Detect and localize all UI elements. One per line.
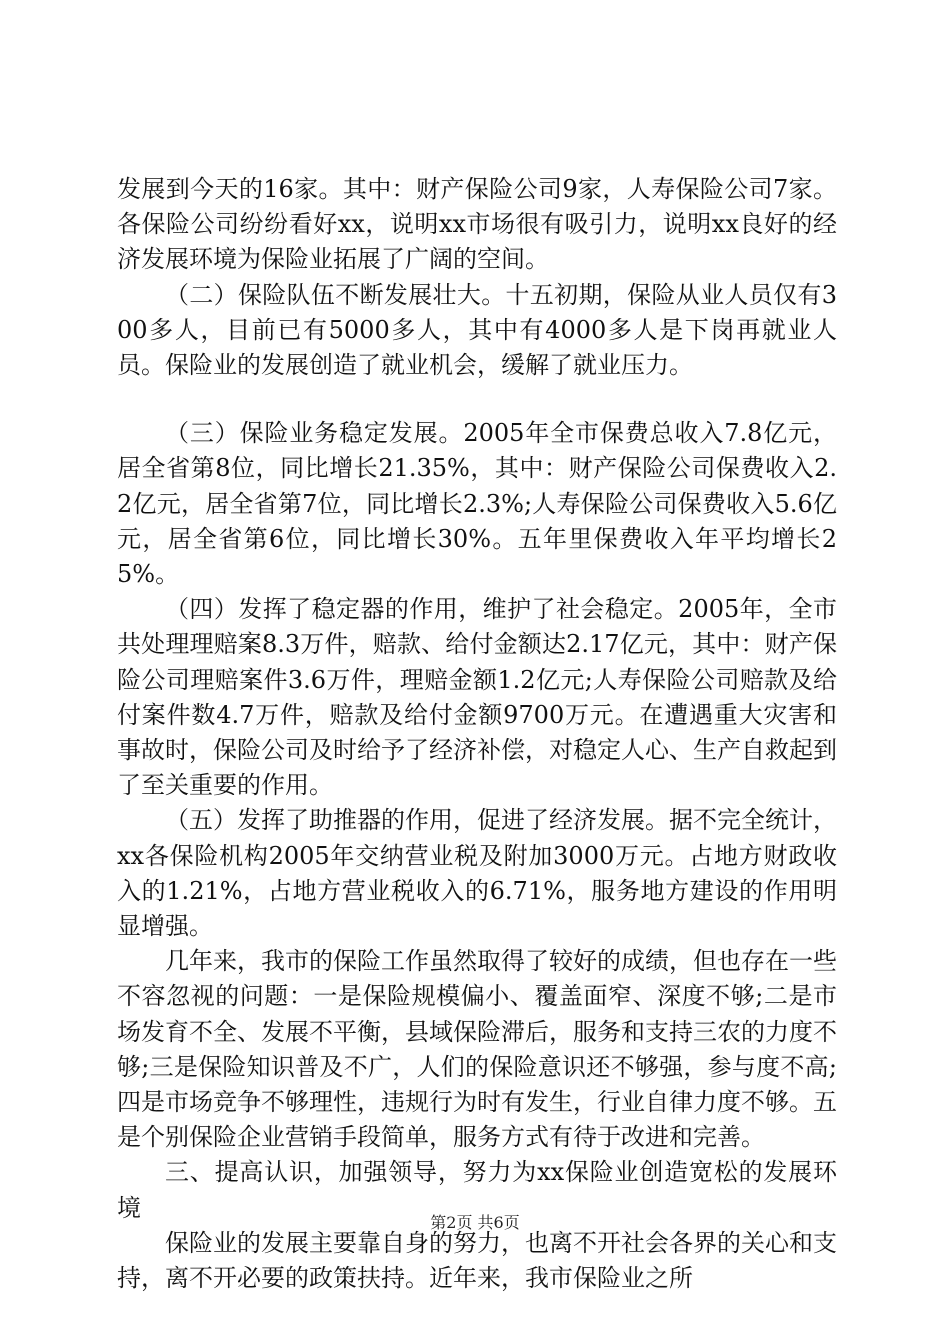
page-number-footer: 第2页 共6页 <box>430 1213 520 1232</box>
paragraph-section-3: （三）保险业务稳定发展。2005年全市保费总收入7.8亿元，居全省第8位，同比增长21.35%，其中：财产保险公司保费收入2.2亿元，居全省第7位，同比增长2.3%;人寿保险公司保费收入5.6亿元，居全省第6位，同比增长30%。五年里保费收入年平均增长25%。 <box>117 419 837 589</box>
section-heading-3: 三、提高认识，加强领导，努力为xx保险业创造宽松的发展环境 <box>117 1158 837 1222</box>
document-body <box>117 172 837 1296</box>
paragraph-section-5: （五）发挥了助推器的作用，促进了经济发展。据不完全统计，xx各保险机构2005年交纳营业税及附加3000万元。占地方财政收入的1.21%，占地方营业税收入的6.71%，服务地方建设的作用明显增强。 <box>117 806 837 941</box>
paragraph-continuation: 发展到今天的16家。其中：财产保险公司9家，人寿保险公司7家。各保险公司纷纷看好xx，说明xx市场很有吸引力，说明xx良好的经济发展环境为保险业拓展了广阔的空间。 <box>117 175 837 274</box>
paragraph-section-2: （二）保险队伍不断发展壮大。十五初期，保险从业人员仅有300多人，目前已有5000多人，其中有4000多人是下岗再就业人员。保险业的发展创造了就业机会，缓解了就业压力。 <box>117 280 837 380</box>
paragraph-section-4: （四）发挥了稳定器的作用，维护了社会稳定。2005年，全市共处理理赔案8.3万件，赔款、给付金额达2.17亿元，其中：财产保险公司理赔案件3.6万件，理赔金额1.2亿元;人寿保险公司赔款及给付案件数4.7万件，赔款及给付金额9700万元。在遭遇重大灾害和事故时，保险公司及时给予了经济补偿，对稳定人心、生产自救起到了至关重要的作用。 <box>117 595 837 800</box>
paragraph-support: 保险业的发展主要靠自身的努力，也离不开社会各界的关心和支持，离不开必要的政策扶持。近年来，我市保险业之所 <box>117 1228 837 1293</box>
paragraph-problems: 几年来，我市的保险工作虽然取得了较好的成绩，但也存在一些不容忽视的问题：一是保险规模偏小、覆盖面窄、深度不够;二是市场发育不全、发展不平衡，县域保险滞后，服务和支持三农的力度不够;三是保险知识普及不广，人们的保险意识还不够强，参与度不高;四是市场竞争不够理性，违规行为时有发生，行业自律力度不够。五是个别保险企业营销手段简单，服务方式有待于改进和完善。 <box>117 947 837 1152</box>
